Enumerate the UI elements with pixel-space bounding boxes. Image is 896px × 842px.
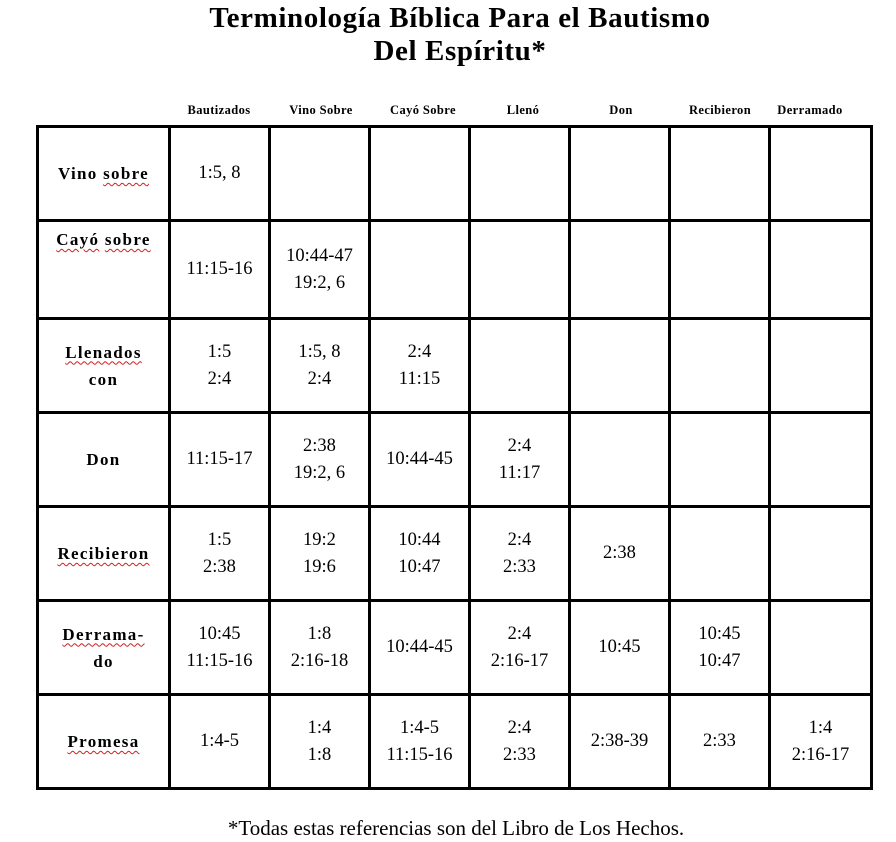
- table-cell: [270, 695, 370, 789]
- table-row: [38, 413, 872, 507]
- table-cell: [670, 601, 770, 695]
- table-cell: [570, 601, 670, 695]
- table-cell: [370, 221, 470, 319]
- reference-text: 10:44-45: [386, 449, 453, 469]
- table-row: [38, 127, 872, 221]
- column-header: Vino Sobre: [289, 103, 353, 117]
- row-header: [38, 507, 170, 601]
- column-header: Derramado: [777, 103, 843, 117]
- table-cell: [370, 507, 470, 601]
- row-header: [38, 127, 170, 221]
- reference-text: 2:4: [207, 368, 232, 389]
- table-cell: [470, 127, 570, 221]
- table-cell: [470, 413, 570, 507]
- table-row: [38, 319, 872, 413]
- table-cell: [370, 695, 470, 789]
- table-cell: [370, 319, 470, 413]
- reference-text: 2:16-17: [490, 650, 549, 671]
- table-cell: [470, 601, 570, 695]
- table-cell: [670, 695, 770, 789]
- row-header-word: sobre: [103, 164, 149, 183]
- table-cell: [470, 319, 570, 413]
- table-cell: [670, 319, 770, 413]
- reference-text: 2:4: [307, 368, 332, 389]
- table-cell: [670, 221, 770, 319]
- row-header: [38, 413, 170, 507]
- reference-text: 1:4-5: [199, 731, 240, 751]
- reference-text: 11:17: [498, 462, 541, 483]
- table-cell: [170, 221, 270, 319]
- reference-text: 10:44-47: [286, 245, 353, 266]
- table-cell: [170, 695, 270, 789]
- table-row: [38, 601, 872, 695]
- column-headers: [0, 101, 896, 119]
- row-header-word: Cayó: [56, 230, 100, 249]
- reference-text: 1:4: [808, 717, 833, 738]
- table-cell: [670, 507, 770, 601]
- table-cell: [170, 127, 270, 221]
- reference-text: 10:44-45: [386, 637, 453, 657]
- table-cell: [770, 507, 872, 601]
- table-cell: [470, 507, 570, 601]
- page-title: [0, 2, 896, 68]
- row-header-word: Vino: [58, 164, 98, 183]
- reference-text: 2:4: [507, 529, 532, 550]
- reference-text: 10:45: [598, 637, 641, 657]
- table-cell: [170, 413, 270, 507]
- row-header-word: Recibieron: [57, 544, 150, 563]
- table-cell: [570, 319, 670, 413]
- reference-text: 2:33: [703, 731, 736, 751]
- reference-text: 11:15-17: [186, 449, 253, 469]
- reference-text: 2:4: [507, 717, 532, 738]
- terminology-table: [36, 125, 873, 790]
- reference-text: 19:6: [303, 556, 336, 577]
- table-cell: [770, 319, 872, 413]
- table-cell: [670, 413, 770, 507]
- reference-text: 1:8: [307, 744, 332, 765]
- row-header-word: con: [88, 369, 119, 389]
- reference-text: 1:8: [307, 623, 332, 644]
- column-header: Llenó: [506, 103, 540, 117]
- table-row: [38, 695, 872, 789]
- reference-text: 11:15: [398, 368, 441, 389]
- table-cell: [270, 319, 370, 413]
- footnote: *Todas estas referencias son del Libro de Los Hechos.: [227, 816, 685, 840]
- reference-text: 2:38: [303, 435, 336, 456]
- table-cell: [270, 507, 370, 601]
- reference-text: 1:4-5: [399, 717, 440, 738]
- column-header: Cayó Sobre: [390, 103, 456, 117]
- table-cell: [270, 221, 370, 319]
- table-cell: [470, 221, 570, 319]
- table-cell: [170, 507, 270, 601]
- reference-text: 10:44: [398, 529, 441, 550]
- table-cell: [770, 221, 872, 319]
- reference-text: 11:15-16: [186, 259, 253, 279]
- reference-text: 11:15-16: [386, 744, 453, 765]
- reference-text: 10:45: [198, 623, 241, 644]
- reference-text: 2:16-18: [290, 650, 349, 671]
- reference-text: 19:2: [303, 529, 336, 550]
- table-body: [38, 127, 872, 789]
- table-cell: [470, 695, 570, 789]
- reference-text: 2:33: [503, 556, 536, 577]
- row-header: [38, 319, 170, 413]
- row-header-word: Promesa: [67, 732, 140, 751]
- table-cell: [170, 601, 270, 695]
- reference-text: 19:2, 6: [293, 272, 346, 293]
- table-cell: [570, 413, 670, 507]
- table-cell: [270, 601, 370, 695]
- reference-text: 2:33: [503, 744, 536, 765]
- reference-text: 10:45: [698, 623, 741, 644]
- table-cell: [370, 413, 470, 507]
- table-cell: [170, 319, 270, 413]
- reference-text: 2:16-17: [791, 744, 850, 765]
- reference-text: 2:38: [203, 556, 236, 577]
- table-cell: [570, 221, 670, 319]
- table-cell: [670, 127, 770, 221]
- reference-text: 1:5, 8: [198, 163, 241, 183]
- reference-text: 2:38-39: [590, 731, 649, 751]
- table-row: [38, 221, 872, 319]
- column-header: Bautizados: [187, 103, 251, 117]
- reference-text: 10:47: [698, 650, 741, 671]
- table-cell: [370, 127, 470, 221]
- row-header-word: Llenados: [65, 342, 142, 362]
- reference-text: 11:15-16: [186, 650, 253, 671]
- reference-text: 10:47: [398, 556, 441, 577]
- row-header: [38, 221, 170, 319]
- table-row: [38, 507, 872, 601]
- row-header: [38, 601, 170, 695]
- column-header: Don: [609, 103, 633, 117]
- row-header-word: sobre: [104, 230, 151, 249]
- table-cell: [770, 413, 872, 507]
- table-cell: [770, 695, 872, 789]
- table-cell: [570, 507, 670, 601]
- table-cell: [570, 695, 670, 789]
- table-cell: [270, 127, 370, 221]
- reference-text: 1:5: [207, 341, 232, 362]
- table-cell: [770, 601, 872, 695]
- reference-text: 2:38: [603, 543, 636, 563]
- reference-text: 19:2, 6: [293, 462, 346, 483]
- table-cell: [570, 127, 670, 221]
- table-cell: [770, 127, 872, 221]
- row-header-word: Derrama-: [62, 624, 145, 644]
- reference-text: 1:5, 8: [298, 341, 341, 362]
- title-line-1: Terminología Bíblica Para el Bautismo: [209, 2, 711, 34]
- reference-text: 1:5: [207, 529, 232, 550]
- row-header: [38, 695, 170, 789]
- table-cell: [270, 413, 370, 507]
- reference-text: 2:4: [407, 341, 432, 362]
- row-header-word: Don: [86, 450, 121, 469]
- table-cell: [370, 601, 470, 695]
- reference-text: 2:4: [507, 435, 532, 456]
- row-header-word: do: [93, 651, 114, 671]
- reference-text: 1:4: [307, 717, 332, 738]
- reference-text: 2:4: [507, 623, 532, 644]
- title-line-2: Del Espíritu*: [373, 35, 547, 67]
- column-header: Recibieron: [688, 103, 752, 117]
